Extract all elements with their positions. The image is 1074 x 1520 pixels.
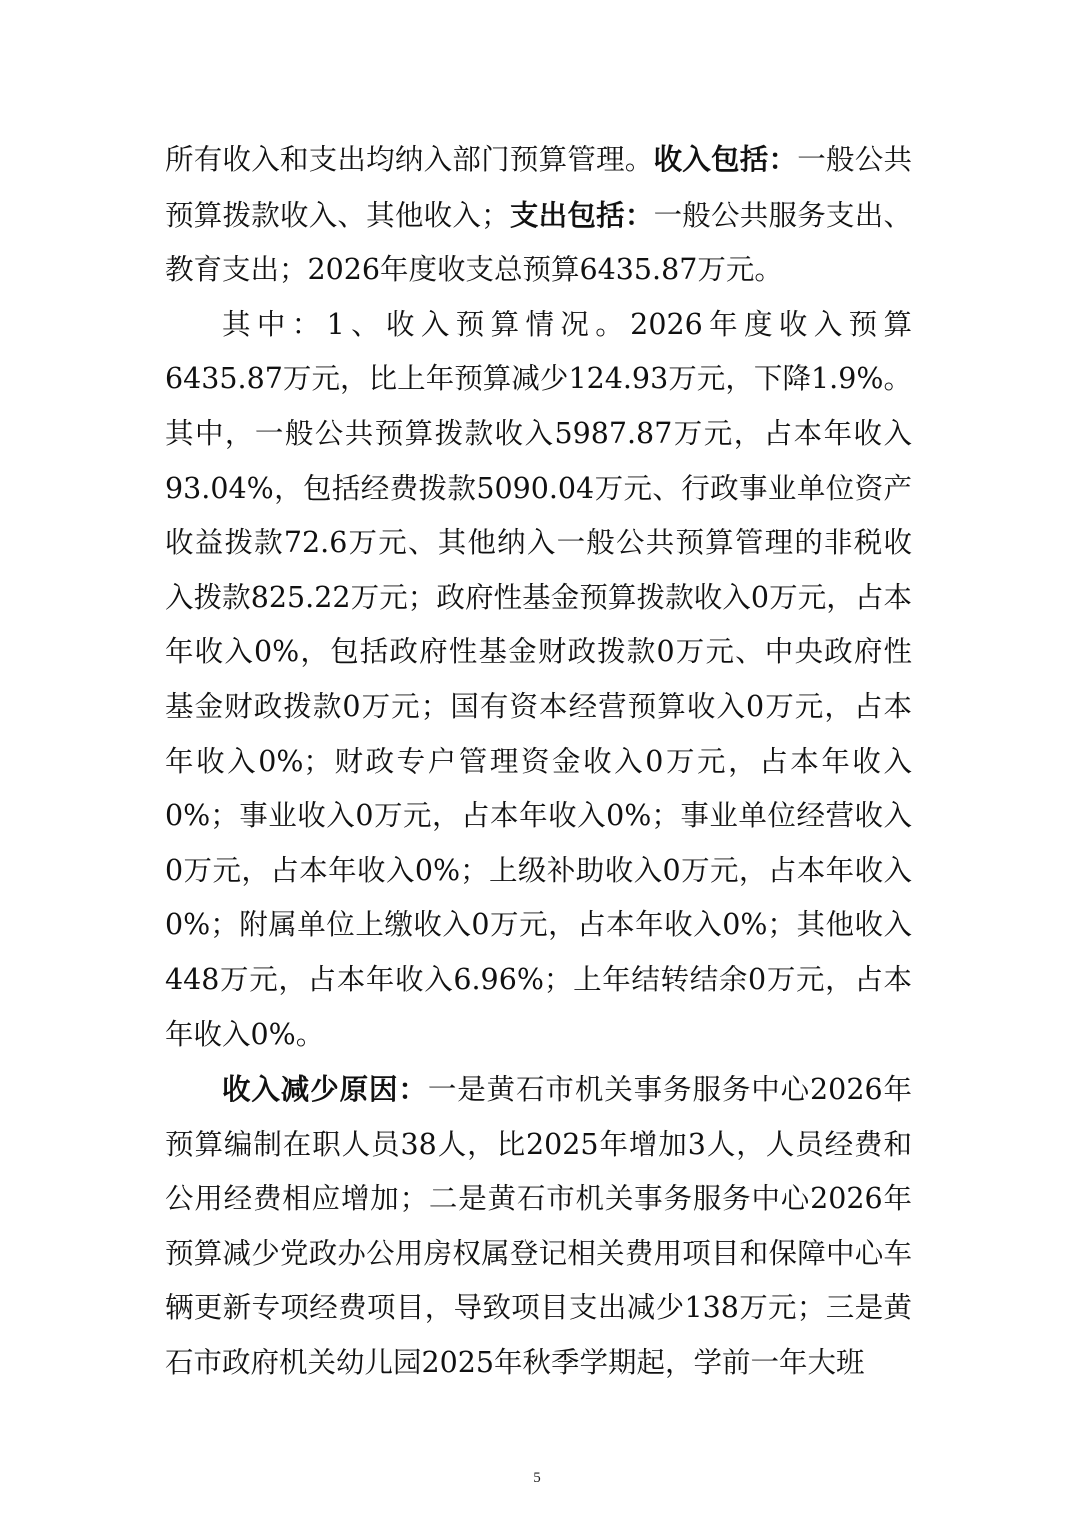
bold-label-decrease-reason: 收入减少原因： — [222, 1072, 428, 1107]
text-run: 所有收入和支出均纳入部门预算管理。 — [165, 143, 654, 176]
text-run: 其中：1、收入预算情况。2026年度收入预算6435.87万元，比上年预算减少124.93万元，下降1.9%。其中，一般公共预算拨款收入5987.87万元，占本年收入93.04%，包括经费拨款5090.04万元、行政事业单位资产收益拨款72.6万元、其他纳入一般公共预算管理的非税收入拨款825.22万元；政府性基金预算拨款收入0万元，占本年收入0%，包括政府性基金财政拨款0万元、中央政府性基金财政拨款0万元；国有资本经营预算收入0万元，占本年收入0%；财政专户管理资金收入0万元，占本年收入0%；事业收入0万元，占本年收入0%；事业单位经营收入0万元，占本年收入0%；上级补助收入0万元，占本年收入0%；附属单位上缴收入0万元，占本年收入0%；其他收入448万元，占本年收入6.96%；上年结转结余0万元，占本年收入0%。 — [165, 307, 912, 1051]
paragraph-income-budget — [165, 298, 912, 1062]
paragraph-income-decrease-reasons — [165, 1062, 912, 1391]
text-run: 一般公共预算拨款收入、其他收入； — [165, 143, 912, 232]
page-number: 5 — [533, 1470, 541, 1486]
text-run: 一是黄石市机关事务服务中心2026年预算编制在职人员38人，比2025年增加3人，人员经费和公用经费相应增加；二是黄石市机关事务服务中心2026年预算减少党政办公用房权属登记相关费用项目和保障中心车辆更新专项经费项目，导致项目支出减少138万元；三是黄石市政府机关幼儿园2025年秋季学期起，学前一年大班 — [165, 1073, 912, 1380]
text-run: 一般公共服务支出、教育支出；2026年度收支总预算6435.87万元。 — [165, 198, 912, 287]
body-text — [165, 132, 912, 1391]
paragraph-budget-scope — [165, 132, 912, 298]
bold-label-income: 收入包括： — [653, 142, 798, 176]
bold-label-expenditure: 支出包括： — [509, 197, 654, 232]
